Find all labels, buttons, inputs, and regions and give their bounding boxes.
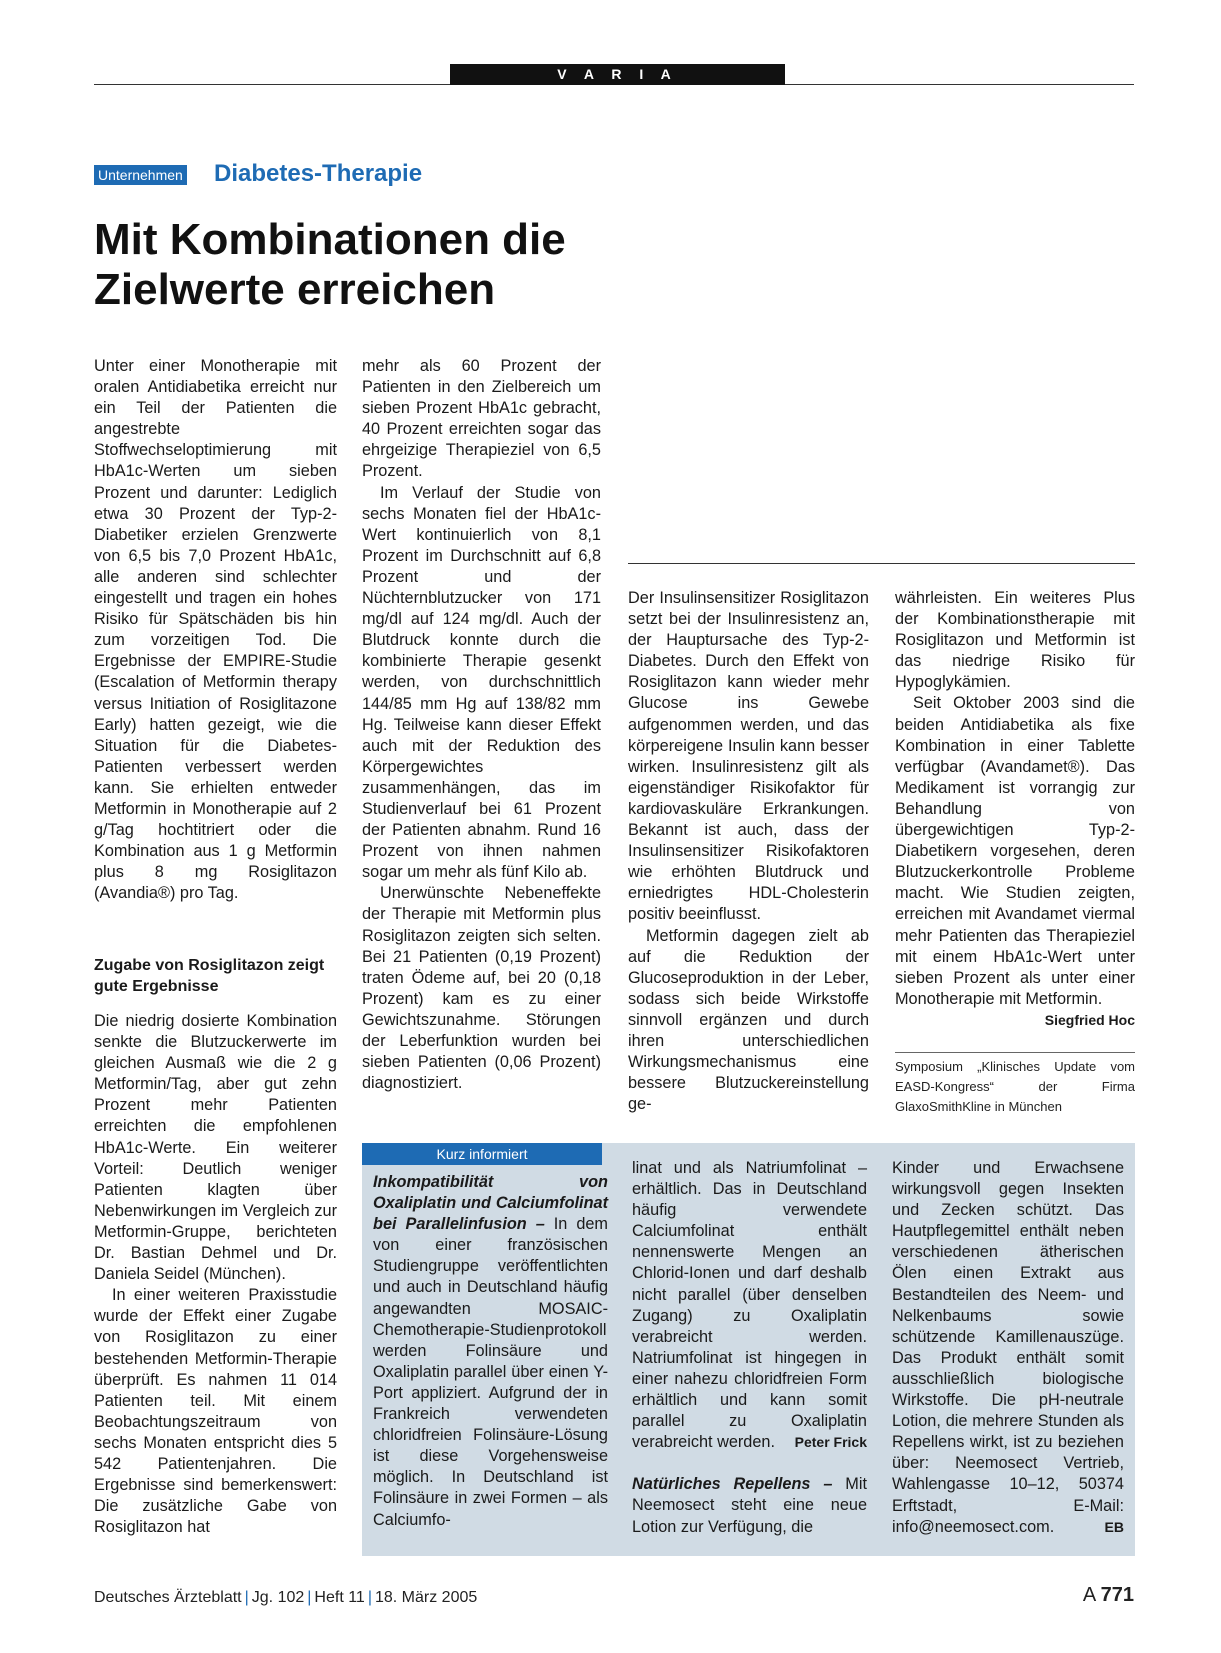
author-signature: Peter Frick: [794, 1434, 867, 1451]
paragraph: In einer weiteren Praxisstudie wurde der Effekt einer Zugabe von Rosiglitazon zu einer bestehenden Metformin-Therapie überprüft. Es nahmen 11 014 Patienten teil. Mit einem Beobachtungszeitraum von sechs Monaten entspricht dies 5 542 Patientenjahren. Die Ergebnisse sind bemerkenswert: Die zusätzliche Gabe von Rosiglitazon hat: [94, 1286, 337, 1537]
section-label: V A R I A: [450, 64, 785, 85]
article-column-4: [895, 588, 1135, 1031]
subheading: Zugabe von Rosiglitazon zeigt gute Ergebnisse: [94, 957, 325, 995]
infobox-item-text-cont: Kinder und Erwachsene wirkungsvoll gegen Insekten und Zecken schützt. Das Hautpflegemittel enthält neben verschiedenen ätherischen Ölen einen Extrakt aus Bestandteilen des Neem- und Nelkenbaums sowie schützende Kamillenauszüge. Das Produkt enthält somit ausschließlich biologische Wirkstoffe. Die pH-neutrale Lotion, die mehrere Stunden als Repellens wirkt, ist zu beziehen über: Neemosect Vertrieb, Wahlengasse 10–12, 50374 Erftstadt, E-Mail: info@neemosect.com.: [892, 1159, 1124, 1536]
headline: [94, 215, 566, 315]
author-signature: Siegfried Hoc: [1044, 1011, 1135, 1028]
source-rule: [895, 1052, 1135, 1053]
infobox-item-text: [892, 1158, 1124, 1538]
volume: Jg. 102: [251, 1589, 305, 1606]
infobox-item-text: In dem von einer französischen Studiengruppe veröffentlichten und auch in Deutschland häufig angewandten MOSAIC-Chemotherapie-Studienprotokoll werden Folinsäure und Oxaliplatin parallel über einen Y-Port appliziert. Aufgrund der in Frankreich verwendeten chloridfreien Folinsäure-Lösung ist diese Vorgehensweise möglich. In Deutschland ist Folinsäure in zwei Formen – als Calciumfo-: [373, 1215, 608, 1529]
paragraph: Unerwünschte Nebeneffekte der Therapie mit Metformin plus Rosiglitazon zeigten sich selten. Bei 21 Patienten (0,19 Prozent) traten Ödeme auf, bei 20 (0,18 Prozent) kam es zu einer Gewichtszunahme. Störungen der Leberfunktion wurden bei sieben Patienten (0,06 Prozent) diagnostiziert.: [362, 884, 601, 1093]
headline-line-1: Mit Kombinationen die: [94, 215, 566, 264]
source-note: Symposium „Klinisches Update vom EASD-Kongress“ der Firma GlaxoSmithKline in München: [895, 1059, 1135, 1114]
column-rule: [628, 563, 1135, 564]
infobox-item-text: Mit Neemosect steht eine neue Lotion zur Verfügung, die: [632, 1475, 867, 1536]
paragraph: Im Verlauf der Studie von sechs Monaten fiel der HbA1c-Wert kontinuierlich von 8,1 Prozent im Durchschnitt auf 6,8 Prozent und der Nüchternblutzucker von 171 mg/dl auf 124 mg/dl. Auch der Blutdruck konnte durch die kombinierte Therapie gesenkt werden, von durchschnittlich 144/85 mm Hg auf 138/82 mm Hg. Teilweise kann dieser Effekt auch mit der Reduktion des Körpergewichtes zusammenhängen, das im Studienverlauf bei 61 Prozent der Patienten abnahm. Rund 16 Prozent von ihnen nahmen sogar um mehr als fünf Kilo ab.: [362, 483, 601, 882]
headline-line-2: Zielwerte erreichen: [94, 265, 496, 314]
category-badge: Unternehmen: [94, 165, 187, 185]
article-column-1-continued: [94, 1011, 337, 1538]
infobox-column-2: [632, 1158, 867, 1538]
rubric-title: Diabetes-Therapie: [214, 160, 423, 187]
page-prefix: A: [1082, 1584, 1096, 1606]
author-signature: EB: [1104, 1518, 1124, 1535]
paragraph-text: Seit Oktober 2003 sind die beiden Antidiabetika als fixe Kombination in einer Tablette verfügbar (Avandamet®). Das Medikament ist vorrangig zur Behandlung von übergewichtigen Typ-2-Diabetikern vorgesehen, deren Blutzuckerkontrolle Probleme macht. Wie Studien zeigten, erreichen mit Avandamet viermal mehr Patienten das Therapieziel mit einem HbA1c-Wert unter sieben Prozent als unter einer Monotherapie mit Metformin.: [895, 694, 1135, 1008]
infobox-tab: Kurz informiert: [362, 1143, 602, 1165]
infobox-item-heading: Inkompatibilität von Oxaliplatin und Calciumfolinat bei Parallelinfusion –: [373, 1173, 608, 1234]
infobox-item-text-cont: linat und als Natriumfolinat – erhältlich. Das in Deutschland häufig verwendete Calciumfolinat enthält nennenswerte Mengen an Chlorid-Ionen und darf deshalb nicht parallel (über denselben Zugang) zu Oxaliplatin verabreicht werden. Natriumfolinat ist hingegen in einer nahezu chloridfreien Form erhältlich und kann somit parallel zu Oxaliplatin verabreicht werden.: [632, 1159, 867, 1452]
paragraph: mehr als 60 Prozent der Patienten in den Zielbereich um sieben Prozent HbA1c gebracht, 40 Prozent erreichten sogar das ehrgeizige Therapieziel von 6,5 Prozent.: [362, 357, 601, 481]
paragraph: Der Insulinsensitizer Rosiglitazon setzt bei der Insulinresistenz an, der Hauptursache des Typ-2-Diabetes. Durch den Effekt von Rosiglitazon kann wieder mehr Glucose ins Gewebe aufgenommen werden, und das körpereigene Insulin kann besser wirken. Insulinresistenz gilt als eigenständiger Risikofaktor für kardiovaskuläre Erkrankungen. Bekannt ist auch, dass der Insulinsensitizer Risikofaktoren wie erhöhten Blutdruck und erniedrigtes HDL-Cholesterin positiv beeinflusst.: [628, 589, 869, 924]
article-column-1: [94, 356, 337, 904]
infobox-item-heading: Natürliches Repellens –: [632, 1475, 833, 1494]
page-number-value: 771: [1100, 1584, 1134, 1606]
date: 18. März 2005: [374, 1589, 478, 1606]
footer-citation: Deutsches Ärzteblatt | Jg. 102 | Heft 11 | 18. März 2005: [94, 1589, 478, 1606]
paragraph: [895, 693, 1135, 1028]
article-column-3: [628, 588, 869, 1115]
infobox-column-3: [892, 1158, 1124, 1538]
infobox-item-text: [632, 1158, 867, 1453]
paragraph: Unter einer Monotherapie mit oralen Antidiabetika erreicht nur ein Teil der Patienten die angestrebte Stoffwechseloptimierung mit HbA1c-Werten um sieben Prozent und darunter: Lediglich etwa 30 Prozent der Typ-2-Diabetiker erzielen Grenzwerte von 6,5 bis 7,0 Prozent HbA1c, alle anderen sind schlechter eingestellt und tragen ein hohes Risiko für Spätschäden bis hin zum vorzeitigen Tod. Die Ergebnisse der EMPIRE-Studie (Escalation of Metformin therapy versus Initiation of Rosiglitazone Early) hatten gezeigt, wie die Situation für die Diabetes-Patienten verbessert werden kann. Sie erhielten entweder Metformin in Monotherapie auf 2 g/Tag hochtitriert oder die Kombination aus 1 g Metformin plus 8 mg Rosiglitazon (Avandia®) pro Tag.: [94, 357, 337, 903]
journal-name: Deutsches Ärzteblatt: [94, 1589, 242, 1606]
infobox-column-1: [373, 1172, 608, 1531]
article-column-2: [362, 356, 601, 1094]
page-number: [1083, 1584, 1134, 1607]
infobox-item-2: [632, 1474, 867, 1537]
paragraph: währleisten. Ein weiteres Plus der Kombinationstherapie mit Rosiglitazon und Metformin ist das niedrige Risiko für Hypoglykämien.: [895, 589, 1135, 692]
issue: Heft 11: [314, 1589, 365, 1606]
paragraph: Metformin dagegen zielt ab auf die Reduktion der Glucoseproduktion in der Leber, sodass sich beide Wirkstoffe sinnvoll ergänzen und durch ihren unterschiedlichen Wirkungsmechanismus eine bessere Blutzuckereinstellung ge-: [628, 926, 869, 1114]
paragraph: Die niedrig dosierte Kombination senkte die Blutzuckerwerte im gleichen Ausmaß wie die 2 g Metformin/Tag, aber gut zehn Prozent mehr Patienten erreichten die empfohlenen HbA1c-Werte. Ein weiterer Vorteil: Deutlich weniger Patienten klagten über Nebenwirkungen im Vergleich zur Metformin-Gruppe, berichteten Dr. Bastian Dehmel und Dr. Daniela Seidel (München).: [94, 1012, 337, 1284]
